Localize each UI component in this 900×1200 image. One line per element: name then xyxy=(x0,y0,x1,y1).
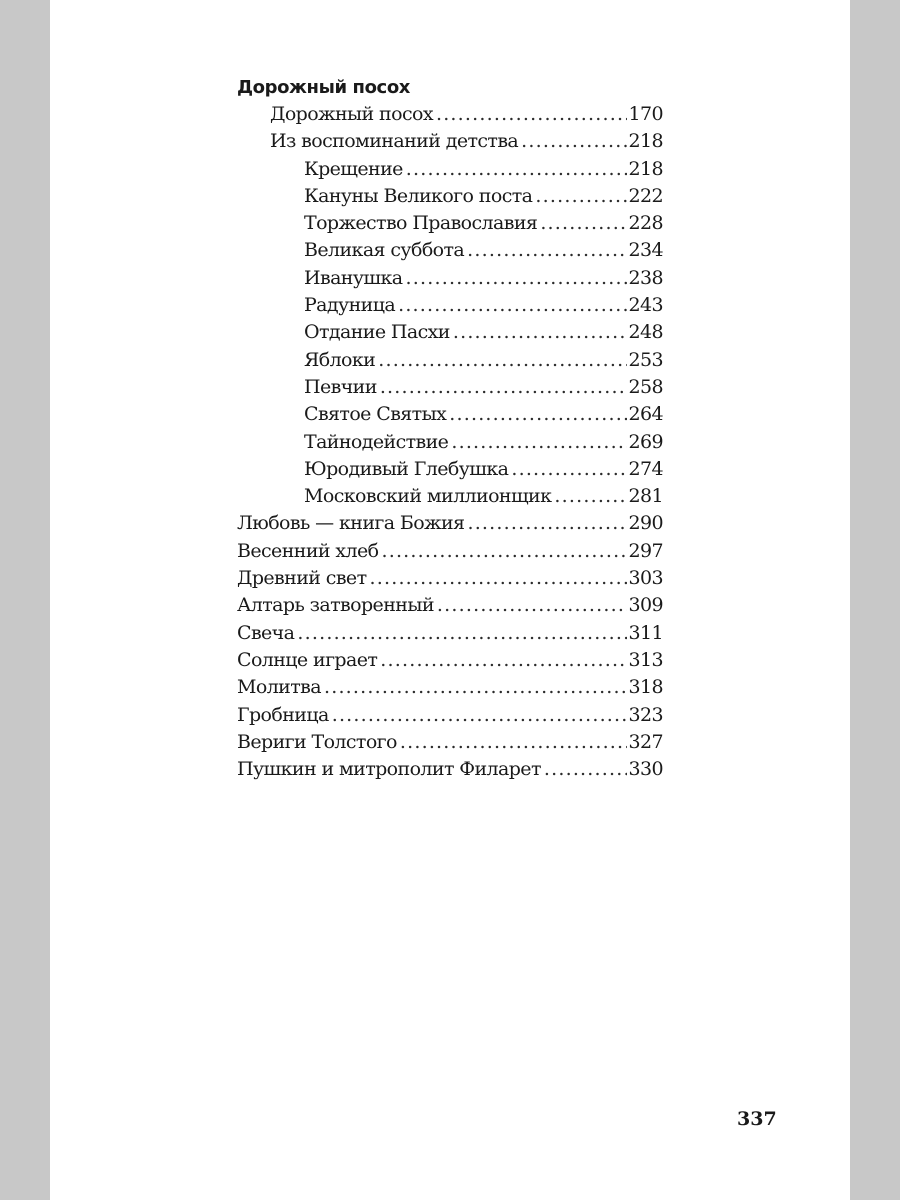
toc-entry-title: Молитва xyxy=(237,676,321,699)
toc-entry[interactable] xyxy=(237,156,663,183)
toc-entry-title: Яблоки xyxy=(304,348,376,371)
toc-entry-title: Радуница xyxy=(304,294,396,317)
toc-entry-title: Кануны Великого поста xyxy=(304,184,533,207)
dot-leader xyxy=(511,456,626,483)
dot-leader xyxy=(380,374,627,401)
toc-entry[interactable] xyxy=(237,210,663,237)
toc-entry[interactable] xyxy=(237,510,663,537)
toc-entry-page: 234 xyxy=(628,239,663,262)
toc-entry-title: Гробница xyxy=(237,703,329,726)
toc-entry-title: Весенний хлеб xyxy=(237,539,379,562)
toc-entry[interactable] xyxy=(237,456,663,483)
table-of-contents xyxy=(237,74,663,783)
toc-entry-title: Вериги Толстого xyxy=(237,730,397,753)
toc-entry[interactable] xyxy=(237,729,663,756)
dot-leader xyxy=(544,756,627,783)
dot-leader xyxy=(540,210,626,237)
dot-leader xyxy=(436,101,627,128)
toc-entry-page: 323 xyxy=(628,703,663,726)
dot-leader xyxy=(297,620,626,647)
toc-entry[interactable] xyxy=(237,620,663,647)
dot-leader xyxy=(378,347,626,374)
dot-leader xyxy=(437,592,627,619)
toc-entry-page: 318 xyxy=(628,676,663,699)
toc-entry-page: 327 xyxy=(628,730,663,753)
toc-entry-title: Алтарь затворенный xyxy=(237,594,434,617)
dot-leader xyxy=(380,647,626,674)
book-page xyxy=(50,0,850,1200)
toc-entry[interactable] xyxy=(237,538,663,565)
toc-entry-page: 170 xyxy=(628,103,663,125)
toc-entry-title: Солнце играет xyxy=(237,648,378,671)
toc-entry-title: Свеча xyxy=(237,621,295,644)
toc-entry-page: 258 xyxy=(628,375,663,398)
toc-entry[interactable] xyxy=(237,265,663,292)
toc-entry-page: 238 xyxy=(628,266,663,289)
toc-entry-page: 253 xyxy=(628,348,663,371)
toc-entry[interactable] xyxy=(237,319,663,346)
toc-entry-title: Отдание Пасхи xyxy=(304,321,450,344)
dot-leader xyxy=(521,128,626,155)
dot-leader xyxy=(449,401,626,428)
toc-entry-page: 313 xyxy=(628,648,663,671)
toc-entry-page: 330 xyxy=(628,758,663,781)
toc-entry[interactable] xyxy=(237,237,663,264)
toc-entry[interactable] xyxy=(237,401,663,428)
toc-entry-title: Древний свет xyxy=(237,567,367,590)
toc-entry-title: Певчии xyxy=(304,375,377,398)
toc-entry[interactable] xyxy=(237,429,663,456)
toc-entry[interactable] xyxy=(237,674,663,701)
toc-entry-title: Пушкин и митрополит Филарет xyxy=(237,758,541,781)
toc-entry-page: 222 xyxy=(628,184,663,207)
toc-entry-title: Юродивый Глебушка xyxy=(304,457,509,480)
toc-entry-page: 269 xyxy=(628,430,663,453)
dot-leader xyxy=(332,702,627,729)
toc-entry-page: 248 xyxy=(628,321,663,344)
toc-entry[interactable] xyxy=(237,101,663,128)
dot-leader xyxy=(453,319,627,346)
dot-leader xyxy=(554,483,626,510)
dot-leader xyxy=(381,538,626,565)
toc-entry-title: Крещение xyxy=(304,157,403,180)
toc-entry[interactable] xyxy=(237,483,663,510)
dot-leader xyxy=(467,237,626,264)
page-number: 337 xyxy=(737,1108,777,1130)
toc-entry[interactable] xyxy=(237,647,663,674)
toc-entry-page: 264 xyxy=(628,403,663,426)
toc-entry-title: Великая суббота xyxy=(304,239,465,262)
toc-entry-page: 297 xyxy=(628,539,663,562)
dot-leader xyxy=(324,674,627,701)
toc-entry-page: 228 xyxy=(628,212,663,235)
toc-entry[interactable] xyxy=(237,374,663,401)
toc-entry-page: 311 xyxy=(628,621,663,644)
toc-entry[interactable] xyxy=(237,347,663,374)
toc-entry-title: Из воспоминаний детства xyxy=(270,130,519,153)
toc-entry[interactable] xyxy=(237,756,663,783)
toc-entry[interactable] xyxy=(237,128,663,155)
toc-entry-title: Дорожный посох xyxy=(270,103,433,125)
dot-leader xyxy=(398,292,626,319)
toc-entry[interactable] xyxy=(237,565,663,592)
dot-leader xyxy=(406,156,627,183)
toc-entry-page: 243 xyxy=(628,294,663,317)
dot-leader xyxy=(369,565,626,592)
toc-entry-title: Любовь — книга Божия xyxy=(237,512,465,535)
toc-entry[interactable] xyxy=(237,702,663,729)
dot-leader xyxy=(400,729,627,756)
toc-entry-page: 290 xyxy=(628,512,663,535)
toc-entry-title: Святое Святых xyxy=(304,403,447,426)
toc-entry-page: 218 xyxy=(628,157,663,180)
toc-entry-page: 274 xyxy=(628,457,663,480)
dot-leader xyxy=(467,510,626,537)
dot-leader xyxy=(451,429,626,456)
toc-entry-page: 281 xyxy=(628,485,663,508)
toc-entry-title: Московский миллионщик xyxy=(304,485,552,508)
toc-entry-page: 303 xyxy=(628,567,663,590)
toc-entry[interactable] xyxy=(237,592,663,619)
toc-entry[interactable] xyxy=(237,292,663,319)
section-title: Дорожный посох xyxy=(237,77,411,98)
toc-entry-page: 218 xyxy=(628,130,663,153)
toc-entry-page: 309 xyxy=(628,594,663,617)
toc-entry-title: Торжество Православия xyxy=(304,212,538,235)
toc-entry-title: Иванушка xyxy=(304,266,403,289)
toc-entry-title: Тайнодействие xyxy=(304,430,449,453)
dot-leader xyxy=(406,265,627,292)
dot-leader xyxy=(535,183,626,210)
toc-entry[interactable] xyxy=(237,183,663,210)
